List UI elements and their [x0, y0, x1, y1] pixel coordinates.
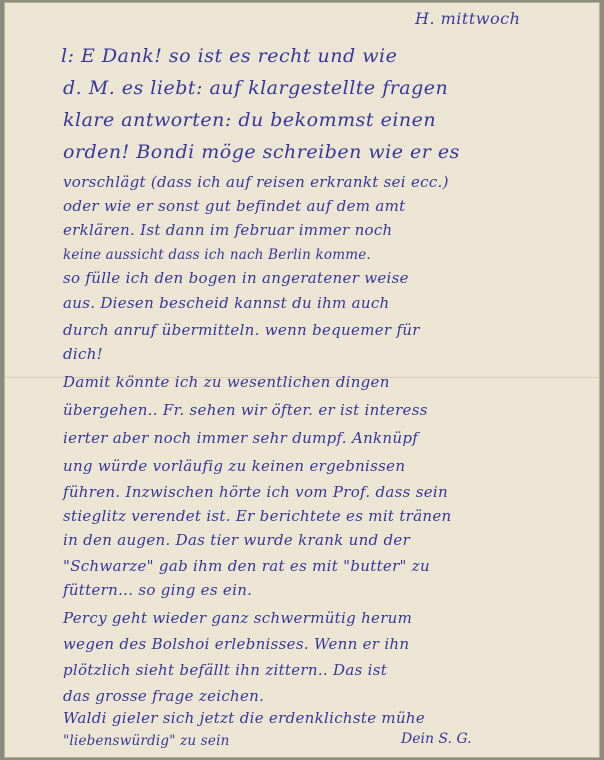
- letter-line: ierter aber noch immer sehr dumpf. Anknüpf: [63, 429, 419, 447]
- letter-line: Waldi gieler sich jetzt die erdenklichste mühe: [63, 709, 426, 727]
- letter-line: durch anruf übermitteln. wenn bequemer für: [63, 321, 420, 339]
- letter-line: Damit könnte ich zu wesentlichen dingen: [63, 373, 390, 391]
- letter-line: "liebenswürdig" zu sein: [63, 733, 230, 749]
- letter-line: erklären. Ist dann im februar immer noch: [63, 221, 393, 239]
- letter-line: keine aussicht dass ich nach Berlin komme.: [63, 247, 371, 263]
- letter-line: wegen des Bolshoi erlebnisses. Wenn er ihn: [63, 635, 410, 653]
- letter-line: l: E Dank! so ist es recht und wie: [61, 45, 398, 67]
- letter-signature: Dein S. G.: [401, 731, 472, 747]
- letter-line: so fülle ich den bogen in angeratener weise: [63, 269, 409, 287]
- letter-line: das grosse frage zeichen.: [63, 687, 265, 705]
- letter-line: führen. Inzwischen hörte ich vom Prof. dass sein: [63, 483, 448, 501]
- letter-line: ung würde vorläufig zu keinen ergebnissen: [63, 457, 406, 475]
- letter-line: orden! Bondi möge schreiben wie er es: [63, 141, 460, 163]
- letter-line: in den augen. Das tier wurde krank und der: [63, 531, 411, 549]
- letter-line: stieglitz verendet ist. Er berichtete es mit tränen: [63, 507, 452, 525]
- letter-line: plötzlich sieht befällt ihn zittern.. Das ist: [63, 661, 388, 679]
- letter-line: Percy geht wieder ganz schwermütig herum: [63, 609, 413, 627]
- letter-line: oder wie er sonst gut befindet auf dem amt: [63, 197, 406, 215]
- letter-line: dich!: [63, 345, 103, 363]
- letter-line: übergehen.. Fr. sehen wir öfter. er ist interess: [63, 401, 428, 419]
- letter-line: "Schwarze" gab ihm den rat es mit "butter" zu: [63, 557, 430, 575]
- letter-line: klare antworten: du bekommst einen: [63, 109, 437, 131]
- letter-line: d. M. es liebt: auf klargestellte fragen: [63, 77, 449, 99]
- letter-line: vorschlägt (dass ich auf reisen erkrankt sei ecc.): [63, 173, 449, 191]
- letter-line: aus. Diesen bescheid kannst du ihm auch: [63, 294, 390, 312]
- letter-dateline: H. mittwoch: [415, 9, 521, 28]
- letter-sheet: [4, 2, 600, 758]
- letter-line: füttern... so ging es ein.: [63, 581, 253, 599]
